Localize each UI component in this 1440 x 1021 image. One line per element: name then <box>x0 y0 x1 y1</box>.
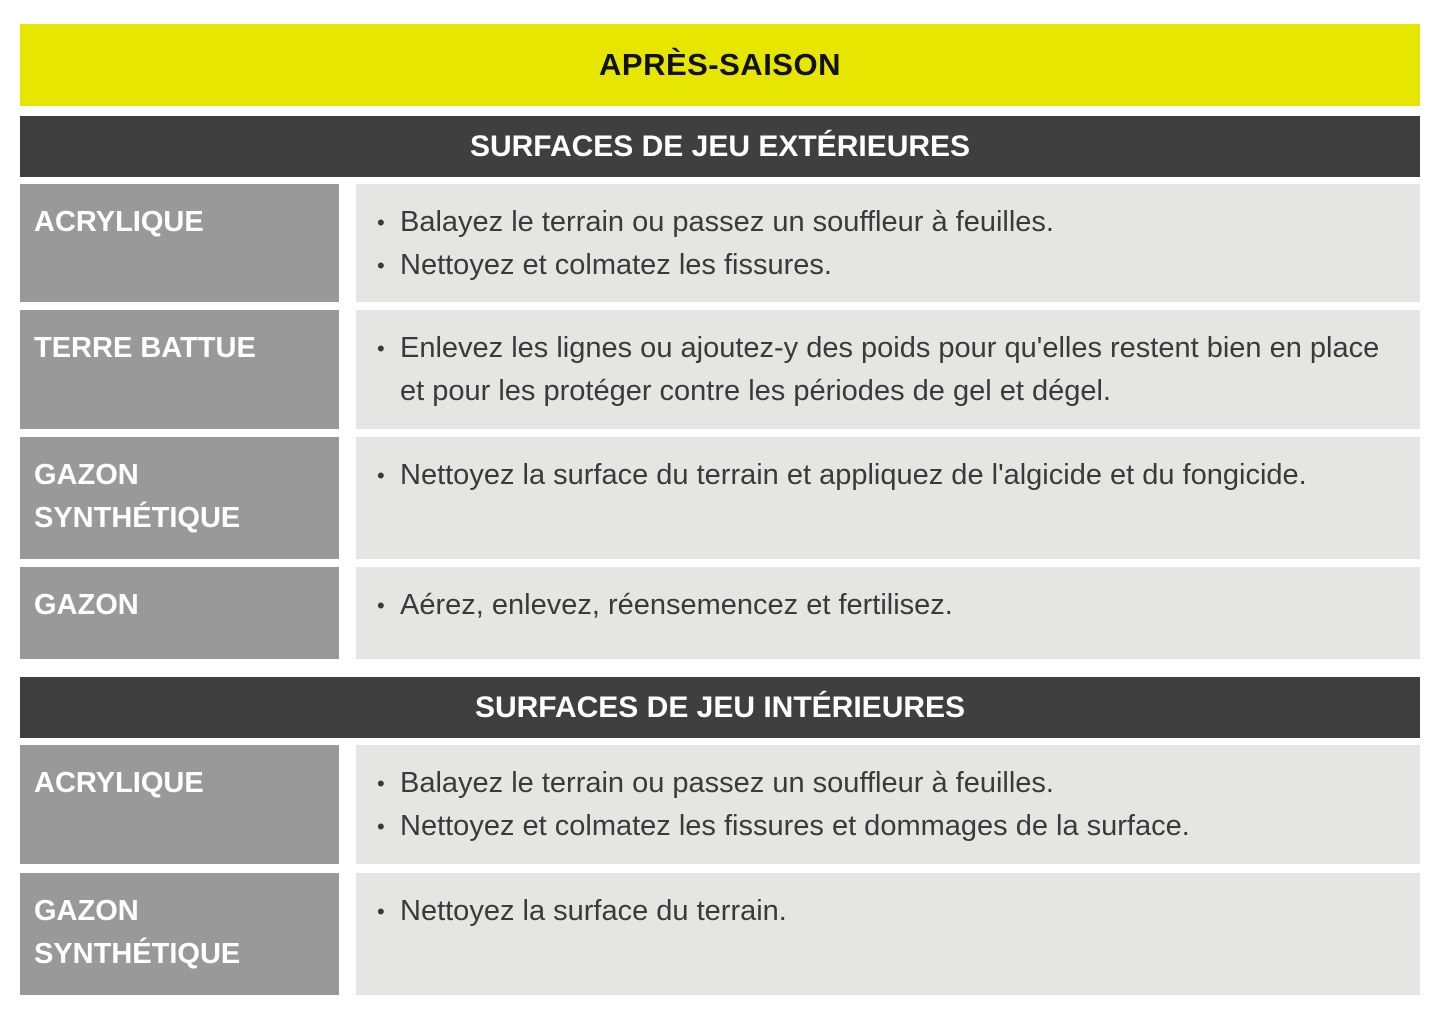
instruction-list <box>377 762 1400 848</box>
bullet-icon: • <box>377 336 385 361</box>
instruction-item <box>377 201 1400 244</box>
row-content-acrylique-interieur <box>356 745 1420 864</box>
bullet-icon: • <box>377 210 385 235</box>
bullet-icon: • <box>377 463 385 488</box>
section-title: SURFACES DE JEU EXTÉRIEURES <box>469 129 971 163</box>
bullet-icon: • <box>377 899 385 924</box>
row-label-acrylique <box>20 184 339 302</box>
instruction-item <box>377 762 1400 805</box>
instruction-list <box>377 890 1400 933</box>
instruction-list <box>377 584 1400 627</box>
row-label-text: GAZON <box>34 589 139 621</box>
instruction-text: Balayez le terrain ou passez un souffleur à feuilles. <box>400 767 1054 799</box>
instruction-item <box>377 890 1400 933</box>
title-banner <box>20 24 1420 106</box>
section-header-interior <box>20 677 1420 738</box>
instruction-text: Nettoyez et colmatez les fissures. <box>400 249 832 281</box>
row-label-gazon-synthetique-interieur <box>20 873 339 995</box>
instruction-item <box>377 805 1400 848</box>
row-label-terre-battue <box>20 310 339 429</box>
row-label-gazon <box>20 567 339 659</box>
row-label-text: GAZON SYNTHÉTIQUE <box>34 459 241 534</box>
row-content-gazon-synthetique <box>356 437 1420 559</box>
bullet-icon: • <box>377 771 385 796</box>
instruction-list <box>377 201 1400 287</box>
row-label-gazon-synthetique <box>20 437 339 559</box>
row-label-text: TERRE BATTUE <box>34 332 256 364</box>
row-label-text: ACRYLIQUE <box>34 206 204 238</box>
instruction-text: Nettoyez la surface du terrain et appliquez de l'algicide et du fongicide. <box>400 459 1307 491</box>
row-content-gazon <box>356 567 1420 659</box>
bullet-icon: • <box>377 814 385 839</box>
row-content-gazon-synthetique-interieur <box>356 873 1420 995</box>
row-label-text: GAZON SYNTHÉTIQUE <box>34 895 241 970</box>
instruction-item <box>377 327 1400 413</box>
instruction-text: Aérez, enlevez, réensemencez et fertilisez. <box>400 589 953 621</box>
row-content-terre-battue <box>356 310 1420 429</box>
instruction-text: Nettoyez et colmatez les fissures et dommages de la surface. <box>400 810 1190 842</box>
row-label-text: ACRYLIQUE <box>34 767 204 799</box>
instruction-list <box>377 327 1400 413</box>
instruction-text: Enlevez les lignes ou ajoutez-y des poids pour qu'elles restent bien en place et pour les protéger contre les périodes de gel et dégel. <box>400 332 1380 407</box>
instruction-text: Balayez le terrain ou passez un souffleur à feuilles. <box>400 206 1054 238</box>
instruction-item <box>377 454 1400 497</box>
row-content-acrylique <box>356 184 1420 302</box>
row-label-acrylique-interieur <box>20 745 339 864</box>
bullet-icon: • <box>377 253 385 278</box>
instruction-list <box>377 454 1400 497</box>
bullet-icon: • <box>377 593 385 618</box>
section-title: SURFACES DE JEU INTÉRIEURES <box>474 690 966 724</box>
instruction-item <box>377 244 1400 287</box>
page-title: APRÈS-SAISON <box>599 47 841 82</box>
instruction-item <box>377 584 1400 627</box>
instruction-text: Nettoyez la surface du terrain. <box>400 895 787 927</box>
section-header-exterior <box>20 116 1420 177</box>
